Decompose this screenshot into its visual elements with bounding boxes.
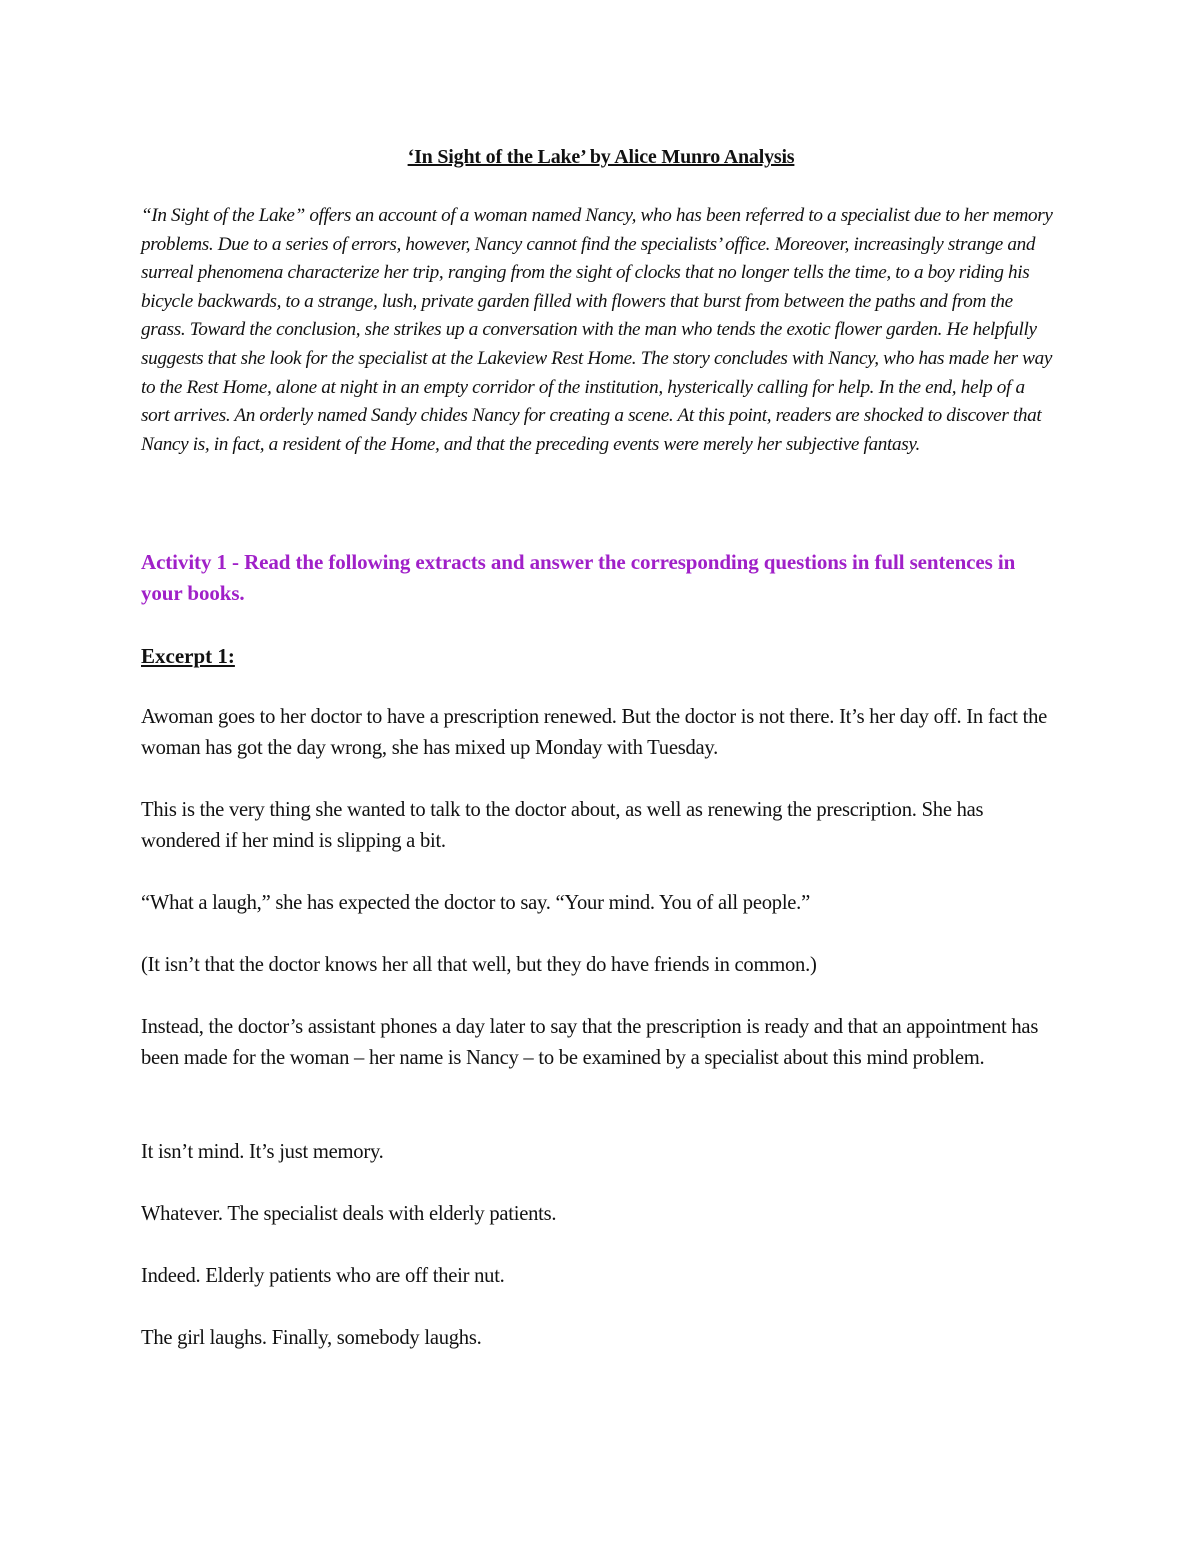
story-summary: “In Sight of the Lake” offers an account of a woman named Nancy, who has been referred to a specialist due to her memory problems. Due to a series of errors, however, Nancy cannot find the specialists’ office. Moreover, increasingly strange and surreal phenomena characterize her trip, ranging from the sight of clocks that no longer tells the time, to a boy riding his bicycle backwards, to a strange, lush, private garden filled with flowers that burst from between the paths and from the grass. Toward the conclusion, she strikes up a conversation with the man who tends the exotic flower garden. He helpfully suggests that she look for the specialist at the Lakeview Rest Home. The story concludes with Nancy, who has made her way to the Rest Home, alone at night in an empty corridor of the institution, hysterically calling for help. In the end, help of a sort arrives. An orderly named Sandy chides Nancy for creating a scene. At this point, readers are shocked to discover that Nancy is, in fact, a resident of the Home, and that the preceding events were merely her subjective fantasy. <box>141 205 1053 455</box>
excerpt-paragraph-5: Instead, the doctor’s assistant phones a day later to say that the prescription is ready and that an appointment has been made for the woman – her name is Nancy – to be examined by a specialist about this mind problem. <box>141 1016 1039 1069</box>
document-page <box>141 0 1061 1553</box>
excerpt-paragraph-1: Awoman goes to her doctor to have a prescription renewed. But the doctor is not there. It’s her day off. In fact the woman has got the day wrong, she has mixed up Monday with Tuesday. <box>141 706 1048 759</box>
excerpt-paragraph-2: This is the very thing she wanted to talk to the doctor about, as well as renewing the prescription. She has wondered if her mind is slipping a bit. <box>141 799 984 852</box>
excerpt-paragraph-8: Indeed. Elderly patients who are off their nut. <box>141 1265 505 1287</box>
excerpt-paragraph-9: The girl laughs. Finally, somebody laughs. <box>141 1327 482 1349</box>
excerpt-paragraph-7: Whatever. The specialist deals with elderly patients. <box>141 1203 557 1225</box>
activity-instructions: Activity 1 - Read the following extracts and answer the corresponding questions in full sentences in your books. <box>141 550 1016 605</box>
excerpt-paragraph-6: It isn’t mind. It’s just memory. <box>141 1141 384 1163</box>
document-title: ‘In Sight of the Lake’ by Alice Munro Analysis <box>407 146 795 168</box>
excerpt-heading: Excerpt 1: <box>141 644 235 668</box>
excerpt-paragraph-4: (It isn’t that the doctor knows her all that well, but they do have friends in common.) <box>141 954 817 976</box>
excerpt-paragraph-3: “What a laugh,” she has expected the doctor to say. “Your mind. You of all people.” <box>141 892 810 914</box>
